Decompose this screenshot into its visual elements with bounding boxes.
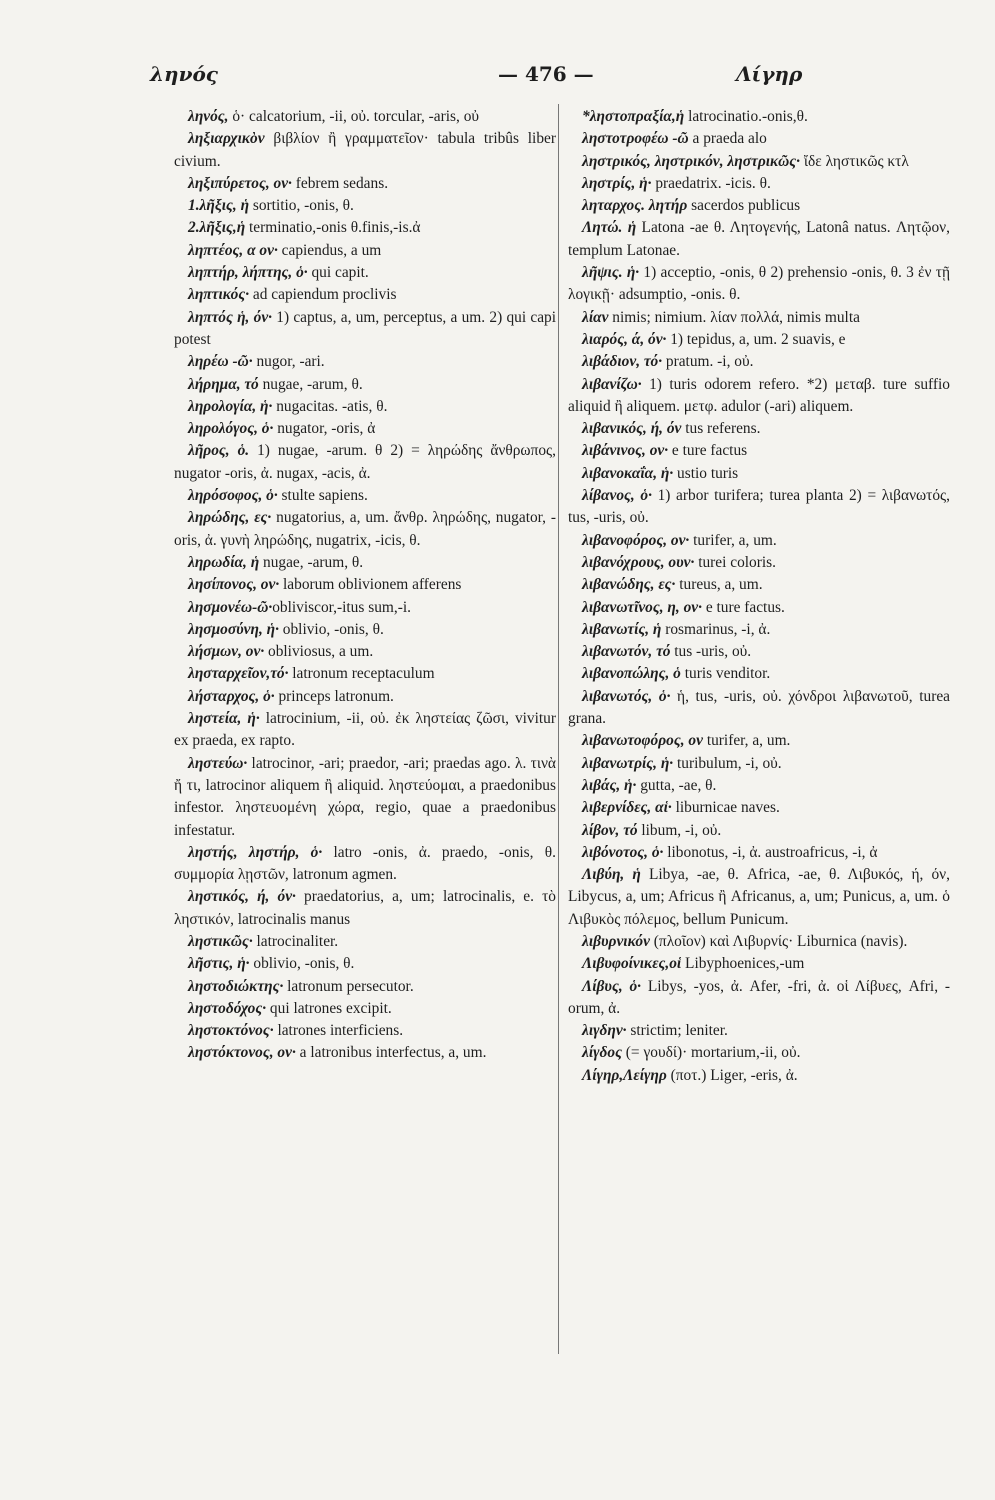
entry-headword: ληρόσοφος, ὁ· bbox=[188, 487, 278, 505]
dictionary-entry bbox=[174, 262, 556, 284]
entry-definition: libonotus, -i, ἀ. austroafricus, -i, ἀ bbox=[663, 843, 878, 861]
dictionary-entry bbox=[568, 329, 950, 351]
entry-definition: febrem sedans. bbox=[291, 174, 389, 192]
dictionary-entry bbox=[568, 976, 950, 1021]
dictionary-entry bbox=[568, 262, 950, 307]
entry-headword: 1.λῆξις, ἡ bbox=[188, 197, 250, 215]
dictionary-entry bbox=[568, 173, 950, 195]
dictionary-entry bbox=[174, 753, 556, 842]
entry-definition: latrocinatio.-onis,θ. bbox=[684, 108, 808, 125]
entry-headword: λιβανωτοφόρος, ον bbox=[582, 732, 703, 750]
dictionary-entry bbox=[568, 307, 950, 329]
entry-headword: λιβανίζω· bbox=[582, 375, 642, 393]
entry-definition: a latronibus interfectus, a, um. bbox=[295, 1044, 487, 1062]
entry-headword: ληστοκτόνος· bbox=[188, 1022, 274, 1040]
right-column bbox=[568, 106, 950, 1087]
entry-definition: libum, -i, οὐ. bbox=[637, 821, 722, 839]
dictionary-entry bbox=[174, 953, 556, 975]
entry-definition: Libys, -yos, ἀ. Afer, -fri, ἀ. οἱ Λίβυες, Afri, -orum, ἀ. bbox=[568, 977, 951, 1017]
entry-definition: terminatio,-onis θ.finis,-is.ἀ bbox=[245, 219, 421, 237]
dictionary-entry bbox=[568, 953, 950, 975]
dictionary-entry bbox=[174, 686, 556, 708]
entry-headword: λίαν bbox=[582, 308, 609, 326]
dictionary-entry bbox=[568, 663, 950, 685]
entry-definition: tureus, a, um. bbox=[675, 576, 763, 594]
entry-definition: tus -uris, οὐ. bbox=[670, 643, 752, 661]
entry-definition: Latona -ae θ. Λητογενής, Latonâ natus. Λητῷον, templum Latonae. bbox=[568, 219, 950, 259]
dictionary-entry bbox=[174, 574, 556, 596]
entry-headword: ληρολόγος, ὁ· bbox=[188, 420, 274, 438]
dictionary-entry bbox=[174, 663, 556, 685]
entry-headword: λιβανώδης, ες· bbox=[582, 576, 676, 594]
entry-headword: λῆστις, ἡ· bbox=[188, 955, 250, 973]
entry-headword: Λίβυς, ὁ· bbox=[582, 977, 642, 995]
dictionary-entry bbox=[174, 1042, 556, 1064]
entry-definition: oblivio, -onis, θ. bbox=[249, 955, 355, 973]
entry-headword: λῆρος, ὁ. bbox=[188, 442, 250, 460]
dictionary-entry bbox=[174, 976, 556, 998]
entry-headword: λιβάς, ἡ· bbox=[582, 776, 637, 794]
entry-headword: λιγδην· bbox=[582, 1022, 627, 1040]
dictionary-entry bbox=[174, 217, 556, 239]
dictionary-entry bbox=[568, 530, 950, 552]
dictionary-entry bbox=[174, 374, 556, 396]
dictionary-entry bbox=[174, 597, 556, 619]
entry-definition: (= γουδί)· mortarium,-ii, οὐ. bbox=[621, 1044, 801, 1062]
entry-definition: praedatrix. -icis. θ. bbox=[651, 174, 771, 192]
entry-definition: latrones interficiens. bbox=[273, 1022, 404, 1040]
dictionary-entry bbox=[568, 106, 950, 128]
entry-definition: (πλοῖον) καὶ Λιβυρνίς· Liburnica (navis). bbox=[649, 932, 908, 950]
entry-headword: λήσμων, ον· bbox=[188, 643, 265, 661]
dictionary-entry bbox=[568, 351, 950, 373]
entry-definition: Libya, -ae, θ. Africa, -ae, θ. Λιβυκός, ή, όν, Libycus, a, um; Africus ἢ Africanus, a, um; Punicus, a, um. ὁ Λιβυκὸς πόλεμος, bellum Punicum. bbox=[568, 866, 950, 928]
entry-definition: nugator, -oris, ἀ bbox=[273, 420, 376, 438]
dictionary-entry bbox=[174, 173, 556, 195]
entry-definition: nimis; nimium. λίαν πολλά, nimis multa bbox=[608, 308, 860, 326]
entry-headword: ληπτήρ, λήπτης, ὁ· bbox=[188, 264, 308, 282]
dictionary-entry bbox=[568, 931, 950, 953]
entry-headword: λίγδος bbox=[582, 1044, 622, 1062]
page-number: — 476 — bbox=[498, 62, 594, 86]
entry-headword: 2.λῆξις,ἡ bbox=[188, 219, 246, 237]
entry-definition: liburnicae naves. bbox=[671, 799, 780, 817]
dictionary-entry bbox=[174, 619, 556, 641]
entry-definition: obliviosus, a um. bbox=[264, 643, 374, 661]
entry-definition: turis venditor. bbox=[680, 665, 771, 683]
dictionary-entry bbox=[568, 775, 950, 797]
entry-definition: 1) nugae, -arum. θ 2) = ληρώδης ἄνθρωπος, nugator -oris, ἀ. nugax, -acis, ἀ. bbox=[174, 442, 556, 482]
header-left-guideword: ληνός bbox=[150, 62, 218, 86]
dictionary-entry bbox=[174, 552, 556, 574]
entry-definition: qui capit. bbox=[307, 264, 369, 282]
entry-headword: λιβερνίδες, αἱ· bbox=[582, 799, 672, 817]
entry-headword: ληπτικός· bbox=[188, 286, 250, 304]
entry-headword: ληξιαρχικὸν bbox=[188, 130, 265, 148]
entry-headword: λιαρός, ά, όν· bbox=[582, 330, 667, 348]
dictionary-entry bbox=[568, 463, 950, 485]
entry-headword: λησταρχεῖον,τό· bbox=[188, 665, 289, 683]
entry-definition: strictim; leniter. bbox=[626, 1022, 728, 1040]
entry-headword: λιβανωτρίς, ἡ· bbox=[582, 754, 674, 772]
entry-headword: λιβάνινος, ον· bbox=[582, 442, 669, 460]
entry-definition: turifer, a, um. bbox=[689, 531, 777, 549]
entry-headword: λιβανωτόν, τό bbox=[582, 643, 671, 661]
entry-headword: ληστικῶς· bbox=[188, 932, 253, 950]
entry-headword: *ληστοπραξία,ἡ bbox=[582, 108, 685, 125]
entry-headword: ληστεύω· bbox=[188, 754, 248, 772]
dictionary-entry bbox=[174, 418, 556, 440]
dictionary-entry bbox=[174, 842, 556, 887]
dictionary-entry bbox=[568, 820, 950, 842]
dictionary-entry bbox=[174, 440, 556, 485]
entry-definition: obliviscor,-itus sum,-i. bbox=[272, 598, 411, 616]
entry-headword: λίβον, τό bbox=[582, 821, 638, 839]
dictionary-entry bbox=[174, 931, 556, 953]
entry-headword: λησίπονος, ον· bbox=[188, 576, 280, 594]
dictionary-entry bbox=[568, 597, 950, 619]
entry-headword: ληστρίς, ἡ· bbox=[582, 174, 652, 192]
dictionary-entry bbox=[174, 641, 556, 663]
entry-definition: oblivio, -onis, θ. bbox=[278, 620, 384, 638]
dictionary-entry bbox=[174, 351, 556, 373]
entry-definition: nugacitas. -atis, θ. bbox=[272, 397, 388, 415]
dictionary-entry bbox=[568, 151, 950, 173]
dictionary-entry bbox=[174, 396, 556, 418]
entry-definition: latrocinaliter. bbox=[252, 932, 339, 950]
entry-definition: βιβλίον ἢ γραμματεῖον· tabula tribûs liber civium. bbox=[174, 130, 556, 170]
entry-definition: latrocinor, -ari; praedor, -ari; praedas ago. λ. τινὰ ἤ τι, latrocinor aliquem ἢ aliquid. ληστεύομαι, a praedonibus infestor. ληστευομένη χώρα, regio, quae a praedonibus infestatur. bbox=[174, 754, 556, 839]
dictionary-entry bbox=[174, 507, 556, 552]
entry-definition: 1) acceptio, -onis, θ 2) prehensio -onis, θ. 3 ἐν τῇ λογικῇ· adsumptio, -onis. θ. bbox=[568, 264, 950, 304]
entry-headword: λιβάδιον, τό· bbox=[582, 353, 663, 371]
entry-definition: praedatorius, a, um; latrocinalis, e. τὸ ληστικόν, latrocinalis manus bbox=[174, 888, 556, 928]
dictionary-entry bbox=[174, 485, 556, 507]
left-column bbox=[174, 106, 556, 1065]
dictionary-entry bbox=[174, 998, 556, 1020]
dictionary-entry bbox=[174, 307, 556, 352]
entry-headword: λιβανωτίς, ἡ bbox=[582, 620, 662, 638]
dictionary-entry bbox=[568, 619, 950, 641]
entry-headword: ληστής, ληστήρ, ὁ· bbox=[188, 843, 323, 861]
entry-definition: stulte sapiens. bbox=[277, 487, 368, 505]
entry-headword: Λιβυφοίνικες,οἱ bbox=[582, 955, 682, 973]
entry-definition: e ture factus bbox=[668, 442, 748, 460]
entry-definition: 1) arbor turifera; turea planta 2) = λιβανωτός, tus, -uris, οὐ. bbox=[568, 487, 950, 527]
dictionary-entry bbox=[174, 128, 556, 173]
entry-definition: tus referens. bbox=[681, 420, 761, 438]
dictionary-entry bbox=[568, 128, 950, 150]
dictionary-entry bbox=[568, 753, 950, 775]
entry-definition: turei coloris. bbox=[694, 553, 776, 571]
entry-headword: ληρωδία, ἡ bbox=[188, 553, 260, 571]
dictionary-entry bbox=[568, 1065, 950, 1087]
entry-headword: λιβανικός, ή, όν bbox=[582, 420, 682, 438]
entry-definition: e ture factus. bbox=[701, 598, 785, 616]
entry-definition: turifer, a, um. bbox=[702, 732, 791, 750]
entry-definition: 1) captus, a, um, perceptus, a um. 2) qui capi potest bbox=[174, 308, 556, 348]
entry-headword: λῆψις. ἡ· bbox=[582, 264, 640, 282]
entry-headword: ληστικός, ή, όν· bbox=[188, 888, 296, 906]
entry-definition: princeps latronum. bbox=[274, 687, 394, 705]
dictionary-entry bbox=[568, 574, 950, 596]
entry-headword: ληπτέος, α ον· bbox=[188, 241, 278, 259]
entry-headword: λιβανωτός, ὁ· bbox=[582, 687, 671, 705]
dictionary-entry bbox=[568, 686, 950, 731]
entry-headword: λιβανόχρους, ουν· bbox=[582, 553, 695, 571]
entry-definition: latronum receptaculum bbox=[288, 665, 435, 683]
entry-headword: λησμοσύνη, ἡ· bbox=[188, 620, 279, 638]
entry-headword: ληξιπύρετος, ον· bbox=[188, 174, 292, 192]
entry-headword: λιβανοφόρος, ον· bbox=[582, 531, 690, 549]
dictionary-entry bbox=[568, 864, 950, 931]
entry-definition: latronum persecutor. bbox=[283, 977, 414, 995]
entry-headword: λιβανοπώλης, ὁ bbox=[582, 665, 681, 683]
entry-definition: pratum. -i, οὐ. bbox=[662, 353, 754, 371]
entry-definition: capiendus, a um bbox=[277, 241, 382, 259]
entry-definition: nugae, -arum, θ. bbox=[258, 375, 363, 393]
dictionary-entry bbox=[568, 552, 950, 574]
entry-headword: λησμονέω-ῶ· bbox=[188, 598, 273, 616]
dictionary-entry bbox=[568, 730, 950, 752]
dictionary-entry bbox=[568, 440, 950, 462]
dictionary-entry bbox=[568, 1042, 950, 1064]
dictionary-entry bbox=[568, 797, 950, 819]
entry-headword: Λιβύη, ἡ bbox=[582, 866, 641, 884]
entry-definition: Libyphoenices,-um bbox=[681, 955, 805, 973]
entry-definition: latrocinium, -ii, οὐ. ἐκ ληστείας ζῶσι, vivitur ex praeda, ex rapto. bbox=[174, 710, 556, 750]
dictionary-entry bbox=[568, 641, 950, 663]
dictionary-entry bbox=[174, 106, 556, 128]
entry-headword: ληστόκτονος, ον· bbox=[188, 1044, 296, 1062]
entry-headword: λήρημα, τό bbox=[188, 375, 259, 393]
column-divider bbox=[558, 104, 559, 1354]
dictionary-entry bbox=[174, 708, 556, 753]
dictionary-entry bbox=[568, 842, 950, 864]
entry-definition: turibulum, -i, οὐ. bbox=[673, 754, 782, 772]
entry-definition: 1) tepidus, a, um. 2 suavis, e bbox=[666, 330, 846, 348]
entry-headword: ληρώδης, ες· bbox=[188, 509, 272, 527]
entry-definition: ὁ· calcatorium, -ii, οὐ. torcular, -aris, οὐ bbox=[228, 108, 480, 125]
entry-headword: λιβανωτῖνος, η, ον· bbox=[582, 598, 702, 616]
dictionary-entry bbox=[568, 1020, 950, 1042]
dictionary-entry bbox=[568, 418, 950, 440]
entry-definition: (ποτ.) Liger, -eris, ἀ. bbox=[666, 1066, 798, 1084]
entry-headword: ληπτός ἡ, όν· bbox=[188, 308, 273, 326]
dictionary-entry bbox=[174, 195, 556, 217]
dictionary-entry bbox=[174, 886, 556, 931]
page-header bbox=[150, 62, 950, 92]
entry-headword: λιβυρνικόν bbox=[582, 932, 650, 950]
entry-definition: ἡ, tus, -uris, οὐ. χόνδροι λιβανωτοῦ, turea grana. bbox=[568, 687, 951, 728]
entry-definition: ad capiendum proclivis bbox=[249, 286, 397, 304]
entry-definition: ustio turis bbox=[673, 464, 739, 482]
entry-headword: λήσταρχος, ὁ· bbox=[188, 687, 275, 705]
entry-definition: ἴδε ληστικῶς κτλ bbox=[800, 152, 909, 170]
entry-definition: rosmarinus, -i, ἀ. bbox=[661, 620, 771, 638]
entry-definition: nugor, -ari. bbox=[252, 353, 325, 371]
entry-definition: sortitio, -onis, θ. bbox=[249, 197, 354, 215]
entry-definition: latro -onis, ἀ. praedo, -onis, θ. συμμορία λῃστῶν, latronum agmen. bbox=[174, 843, 556, 884]
entry-headword: ληστοτροφέω -ῶ bbox=[582, 130, 689, 148]
header-right-guideword: Λίγηρ bbox=[736, 62, 803, 86]
entry-definition: 1) turis odorem refero. *2) μεταβ. ture suffio aliquid ἢ aliquem. μετφ. adulor (-ari) aliquem. bbox=[568, 375, 950, 415]
entry-headword: ληταρχος. λητήρ bbox=[582, 197, 688, 215]
entry-headword: ληστρικός, ληστρικόν, ληστρικῶς· bbox=[582, 152, 801, 170]
dictionary-entry bbox=[174, 240, 556, 262]
entry-headword: λιβανοκαΐα, ἡ· bbox=[582, 464, 674, 482]
entry-headword: ληνός, bbox=[188, 108, 229, 125]
dictionary-entry bbox=[568, 195, 950, 217]
dictionary-entry bbox=[174, 1020, 556, 1042]
dictionary-entry bbox=[568, 374, 950, 419]
dictionary-entry bbox=[568, 217, 950, 262]
entry-definition: sacerdos publicus bbox=[687, 197, 801, 215]
entry-headword: λιβόνοτος, ὁ· bbox=[582, 843, 664, 861]
dictionary-entry bbox=[174, 284, 556, 306]
entry-definition: a praeda alo bbox=[688, 130, 767, 148]
entry-headword: ληστεία, ἡ· bbox=[188, 710, 260, 728]
entry-definition: nugatorius, a, um. ἄνθρ. ληρώδης, nugator, -oris, ἀ. γυνὴ ληρώδης, nugatrix, -icis, θ. bbox=[174, 509, 557, 549]
entry-headword: ληστοδιώκτης· bbox=[188, 977, 284, 995]
entry-headword: ληστοδόχος· bbox=[188, 999, 267, 1017]
entry-headword: ληρολογία, ἡ· bbox=[188, 397, 273, 415]
entry-headword: Λητώ. ἡ bbox=[582, 219, 637, 237]
entry-definition: laborum oblivionem afferens bbox=[279, 576, 462, 594]
entry-headword: λίβανος, ὁ· bbox=[582, 487, 652, 505]
entry-headword: ληρέω -ῶ· bbox=[188, 353, 253, 371]
entry-definition: qui latrones excipit. bbox=[266, 999, 392, 1017]
entry-definition: gutta, -ae, θ. bbox=[636, 776, 717, 794]
dictionary-entry bbox=[568, 485, 950, 530]
entry-definition: nugae, -arum, θ. bbox=[259, 553, 364, 571]
entry-headword: Λίγηρ,Λείγηρ bbox=[582, 1066, 667, 1084]
